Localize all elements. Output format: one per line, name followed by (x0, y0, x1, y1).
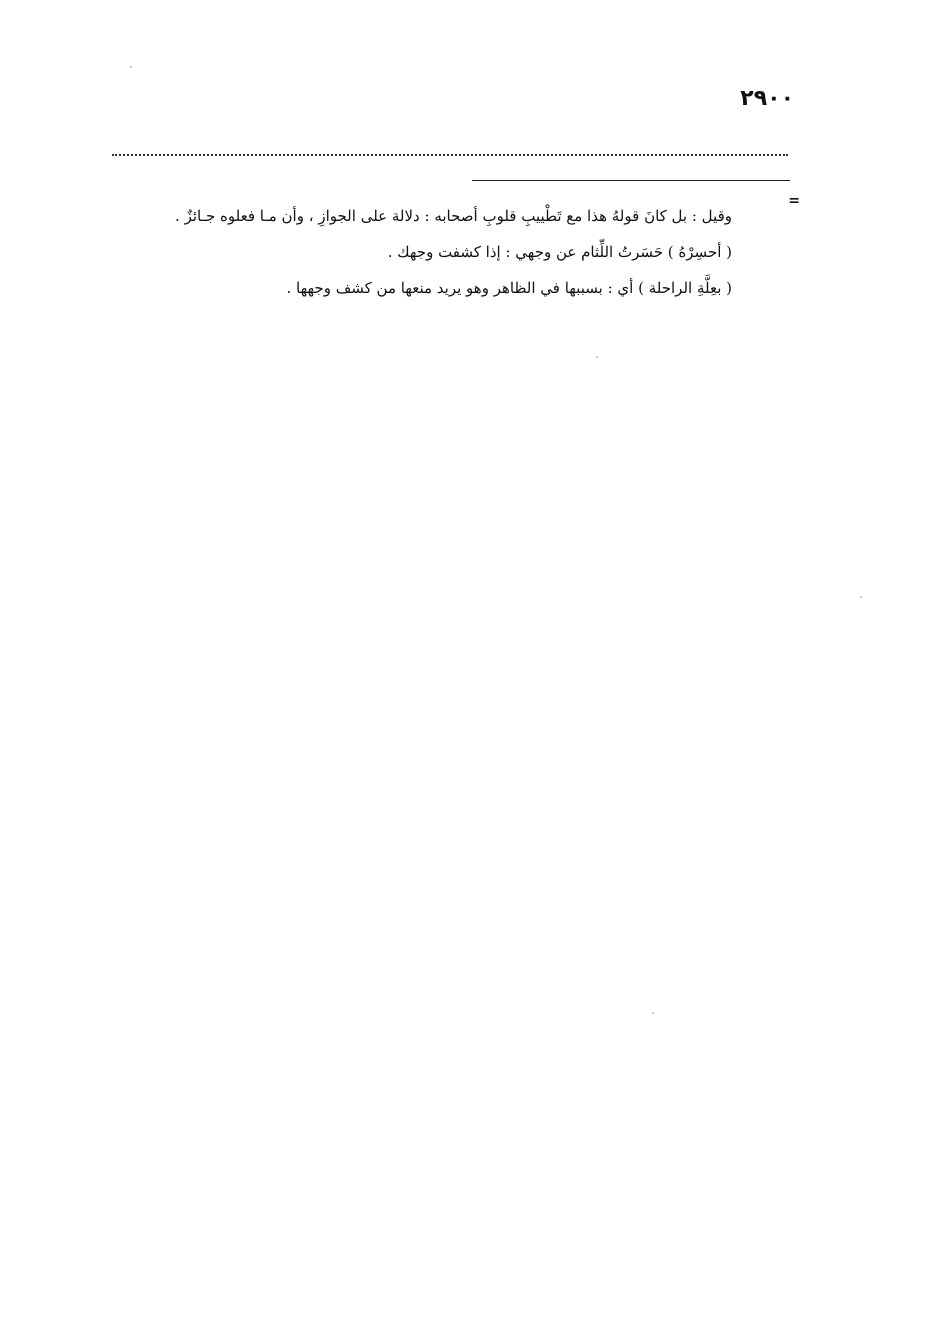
footnotes-block (152, 198, 732, 306)
scan-speck (860, 596, 862, 598)
scan-speck (652, 1012, 654, 1014)
scan-speck (596, 356, 598, 358)
footnote-line: ( بعِلَّةِ الراحلة ) أي : بسببها في الظاهر وهو يريد منعها من كشف وجهها . (286, 279, 732, 297)
page-number: ٢٩٠٠ (740, 86, 794, 111)
footnote-line: ( أحسِرْهُ ) حَسَرتُ اللِّثام عن وجهي : إذا كشفت وجهك . (387, 243, 732, 261)
scan-speck (130, 66, 132, 68)
footnote-line: وقيل : بل كانَ قولهُ هذا مع تَطْييبِ قلوبِ أصحابه : دلالة على الجوازِ ، وأن مـا فعلوه جـائزٌ . (175, 207, 732, 225)
footnote-separator (472, 180, 790, 181)
continuation-mark: = (788, 193, 800, 209)
header-dotted-divider (112, 154, 788, 156)
